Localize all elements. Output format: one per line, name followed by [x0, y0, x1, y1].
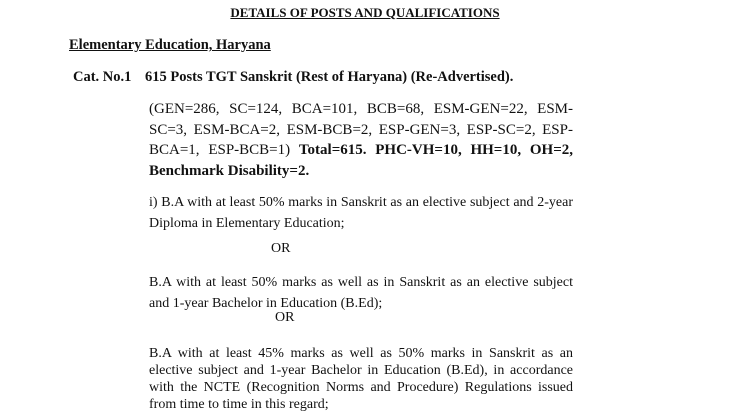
- post-allocation: [149, 99, 573, 181]
- or-separator-2: OR: [275, 310, 295, 325]
- page-heading: DETAILS OF POSTS AND QUALIFICATIONS: [230, 5, 500, 20]
- section-title: Elementary Education, Haryana: [69, 37, 271, 53]
- allocation-breakdown: (GEN=286, SC=124, BCA=101, BCB=68, ESM-GEN=22, ESM-SC=3, ESM-BCA=2, ESM-BCB=2, ESP-GEN=3, ESP-SC=2, ESP-BCA=1, ESP-BCB=1): [149, 101, 573, 158]
- category-title: 615 Posts TGT Sanskrit (Rest of Haryana) (Re-Advertised).: [145, 69, 514, 85]
- qualification-option-2: B.A with at least 50% marks as well as in Sanskrit as an elective subject and 1-year Bachelor in Education (B.Ed);: [149, 275, 573, 311]
- qualification-option-1: i) B.A with at least 50% marks in Sanskrit as an elective subject and 2-year Diploma in Elementary Education;: [149, 195, 573, 231]
- qualification-option-3: B.A with at least 45% marks as well as 50% marks in Sanskrit as an elective subject and 1-year Bachelor in Education (B.Ed), in accordance with the NCTE (Recognition Norms and Procedure) Regulations issued from time to time in this regard;: [149, 346, 573, 412]
- or-separator-1: OR: [271, 241, 291, 256]
- category-label: Cat. No.1: [73, 69, 132, 85]
- allocation-totals: Total=615. PHC-VH=10, HH=10, OH=2, Benchmark Disability=2.: [149, 142, 574, 179]
